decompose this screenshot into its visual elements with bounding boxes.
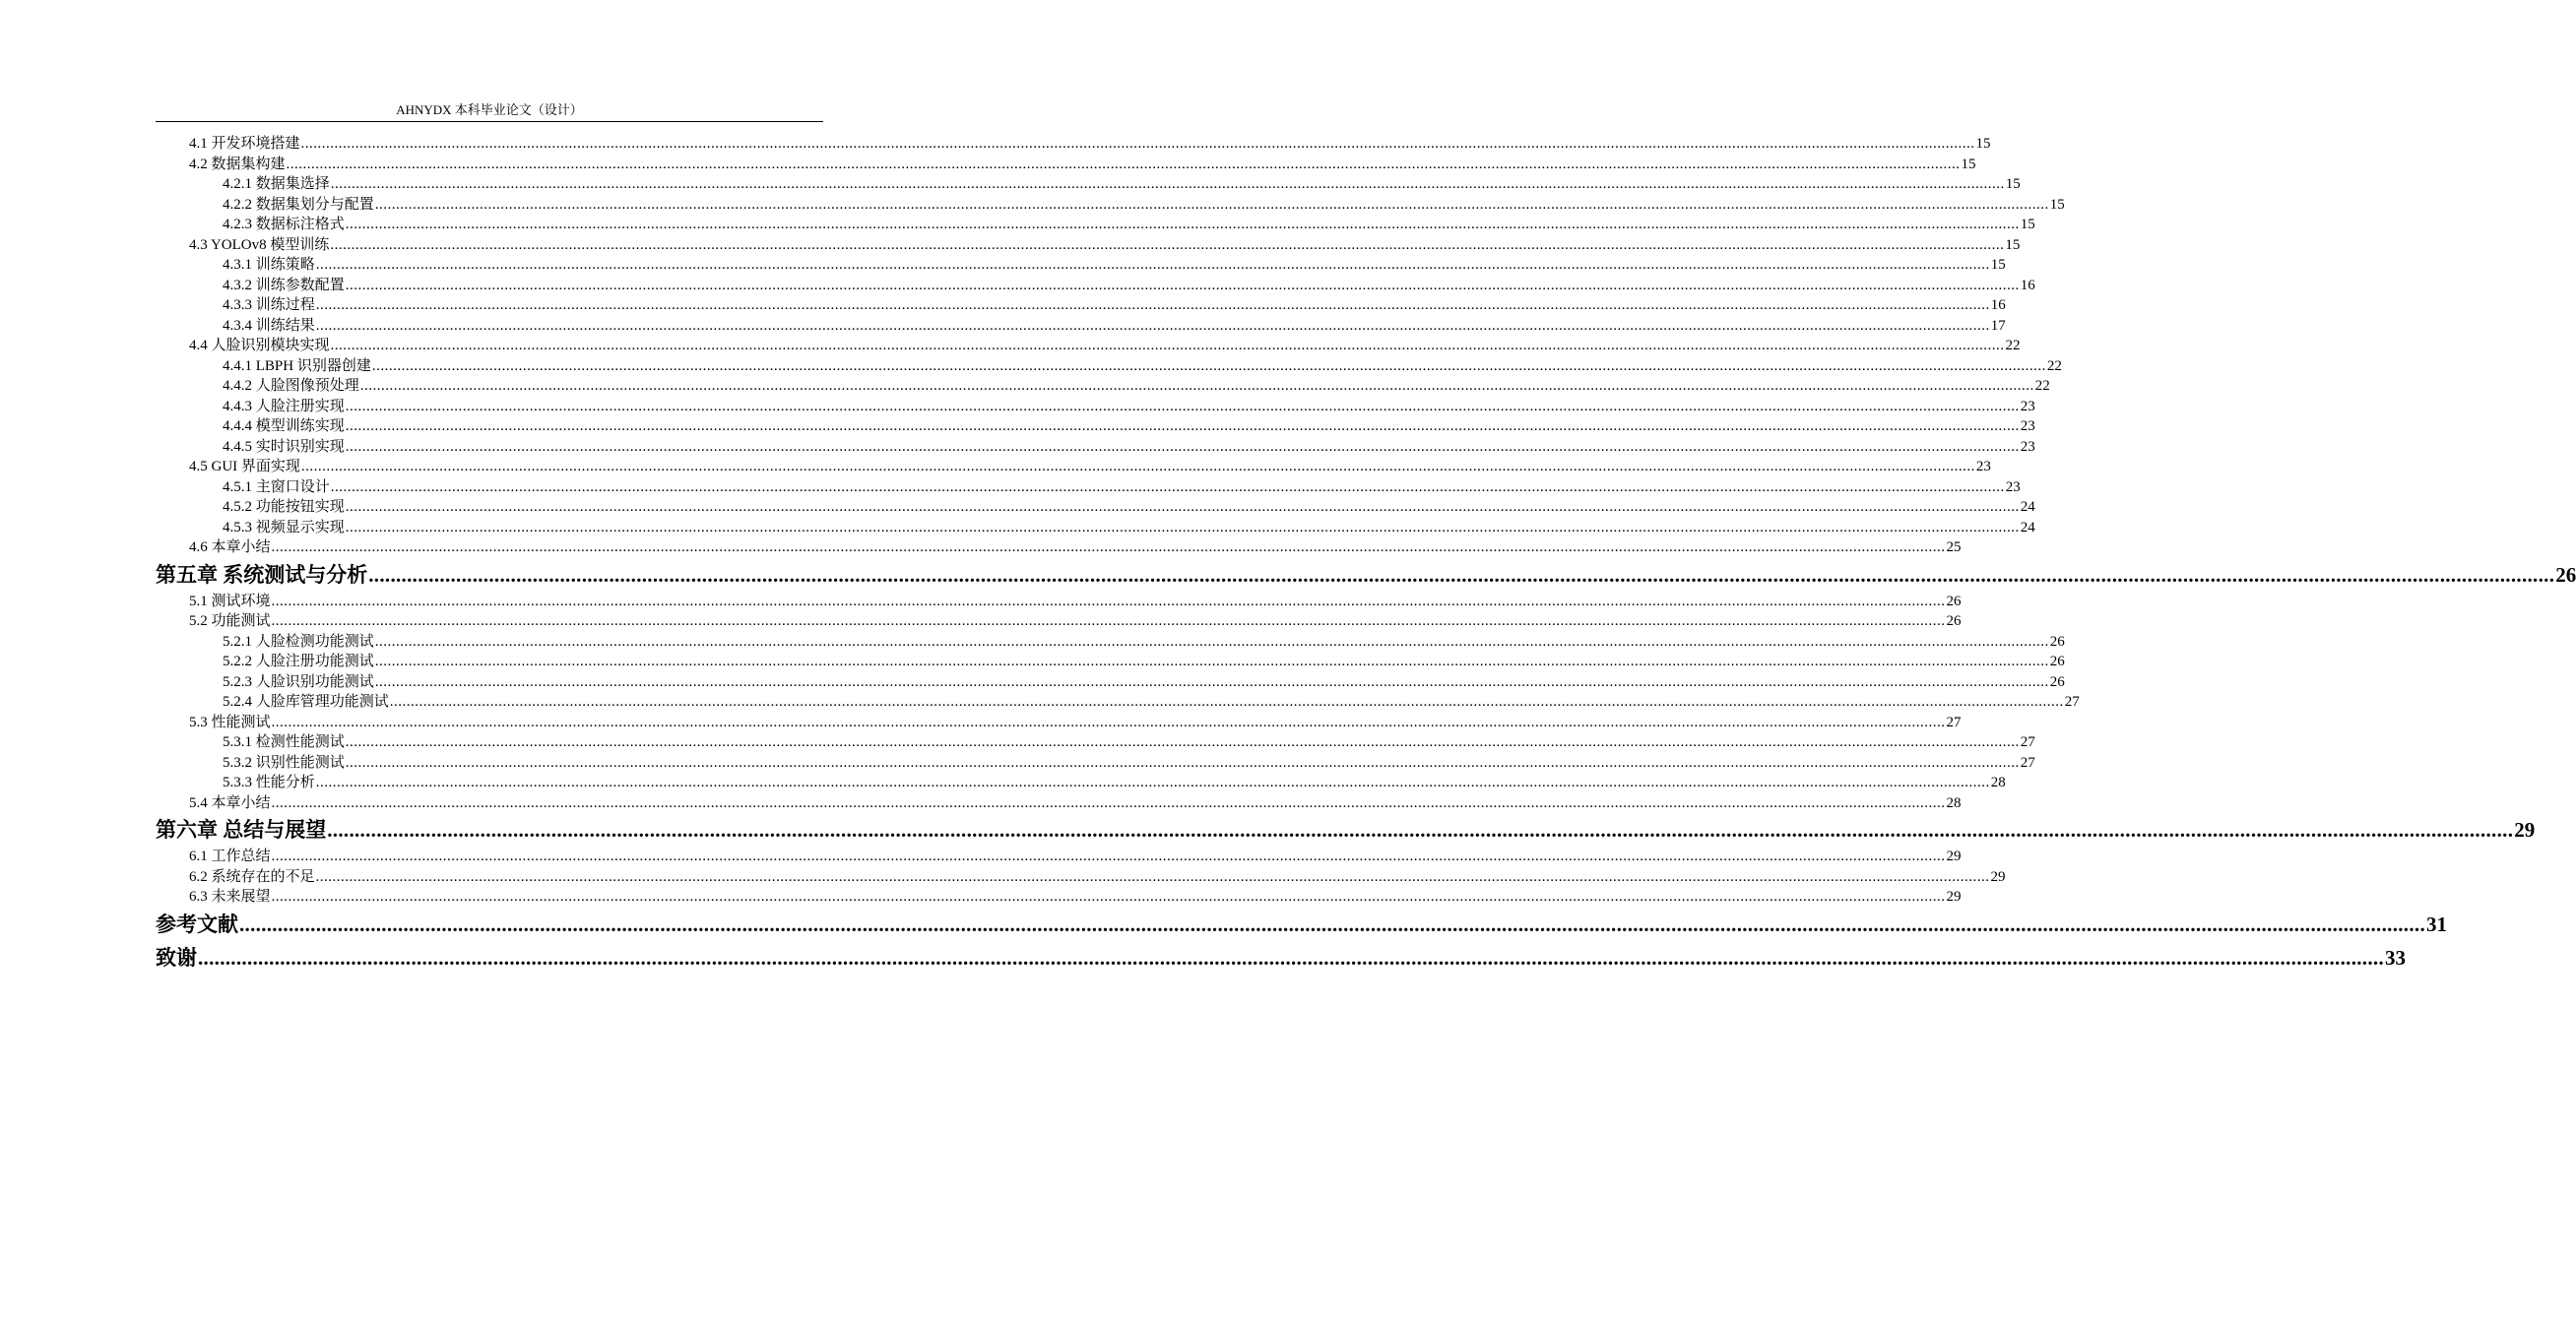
toc-entry-title: 5.2.4 人脸库管理功能测试 <box>223 694 389 710</box>
toc-entry-page-number: 24 <box>2020 499 2035 515</box>
toc-entry-title: 4.2.1 数据集选择 <box>223 176 330 192</box>
dot-leader: ................................................................................................................................................................................................................................................................................................................................................................................................................ <box>374 673 2049 690</box>
dot-leader: ................................................................................................................................................................................................................................................................................................................................................................................................................ <box>315 317 1990 334</box>
dot-leader: ................................................................................................................................................................................................................................................................................................................................................................................................................ <box>271 849 1946 864</box>
toc-entry-page-number: 26 <box>1946 613 1962 629</box>
toc-entry-page-number: 16 <box>2020 277 2035 293</box>
toc-entry[interactable] <box>223 295 2006 316</box>
toc-entry-title: 第五章 系统测试与分析 <box>156 562 368 587</box>
toc-entry[interactable] <box>156 560 2576 590</box>
toc-entry[interactable] <box>189 235 2021 256</box>
toc-entry-title: 5.1 测试环境 <box>189 593 271 609</box>
dot-leader: ................................................................................................................................................................................................................................................................................................................................................................................................................ <box>330 176 2005 192</box>
dot-leader: ................................................................................................................................................................................................................................................................................................................................................................................................................ <box>374 633 2049 650</box>
toc-entry-title: 参考文献 <box>156 912 238 936</box>
toc-entry-title: 5.3 性能测试 <box>189 714 271 730</box>
dot-leader: ................................................................................................................................................................................................................................................................................................................................................................................................................ <box>345 754 2020 771</box>
dot-leader: ................................................................................................................................................................................................................................................................................................................................................................................................................ <box>345 398 2020 414</box>
toc-entry-page-number: 26 <box>1946 593 1962 609</box>
toc-entry[interactable] <box>189 457 1991 477</box>
dot-leader: ................................................................................................................................................................................................................................................................................................................................................................................................................ <box>345 734 2020 750</box>
dot-leader: ................................................................................................................................................................................................................................................................................................................................................................................................................ <box>374 654 2049 669</box>
toc-entry[interactable] <box>223 276 2035 296</box>
toc-entry-title: 4.4.1 LBPH 识别器创建 <box>223 357 371 374</box>
toc-entry-title: 4.5.1 主窗口设计 <box>223 478 330 495</box>
toc-entry-page-number: 28 <box>1946 794 1962 811</box>
toc-entry[interactable] <box>223 477 2021 498</box>
toc-entry-page-number: 26 <box>2555 562 2576 587</box>
toc-entry-page-number: 24 <box>2020 519 2035 536</box>
toc-entry[interactable] <box>189 592 1962 612</box>
toc-entry-page-number: 27 <box>2020 734 2035 750</box>
toc-entry[interactable] <box>189 336 2021 356</box>
toc-entry-title: 5.2.1 人脸检测功能测试 <box>223 633 374 650</box>
dot-leader: ................................................................................................................................................................................................................................................................................................................................................................................................................ <box>239 912 2425 936</box>
dot-leader: ................................................................................................................................................................................................................................................................................................................................................................................................................ <box>271 613 1946 629</box>
dot-leader: ................................................................................................................................................................................................................................................................................................................................................................................................................ <box>198 945 2384 970</box>
header-rule <box>156 121 823 122</box>
toc-entry-title: 4.5.2 功能按钮实现 <box>223 499 345 515</box>
toc-entry-page-number: 22 <box>2005 338 2021 353</box>
toc-entry-page-number: 28 <box>1990 775 2006 790</box>
dot-leader: ................................................................................................................................................................................................................................................................................................................................................................................................................ <box>315 297 1990 313</box>
dot-leader: ................................................................................................................................................................................................................................................................................................................................................................................................................ <box>330 236 2005 253</box>
toc-entry[interactable] <box>223 497 2035 518</box>
toc-entry[interactable] <box>189 155 1976 175</box>
toc-entry[interactable] <box>189 867 2006 888</box>
toc-entry-title: 4.3.4 训练结果 <box>223 317 315 334</box>
toc-entry-title: 4.2.2 数据集划分与配置 <box>223 196 374 213</box>
page-header: AHNYDX 本科毕业论文（设计） <box>396 102 583 117</box>
toc-entry[interactable] <box>189 611 1962 632</box>
toc-entry-title: 5.4 本章小结 <box>189 794 271 811</box>
toc-entry-page-number: 22 <box>2034 378 2050 394</box>
toc-entry[interactable] <box>223 437 2035 458</box>
toc-entry-title: 4.4.2 人脸图像预处理 <box>223 378 359 394</box>
toc-entry-title: 6.1 工作总结 <box>189 849 271 864</box>
dot-leader: ................................................................................................................................................................................................................................................................................................................................................................................................................ <box>300 136 1975 152</box>
toc-entry[interactable] <box>223 753 2035 774</box>
toc-entry-title: 4.2.3 数据标注格式 <box>223 217 345 232</box>
dot-leader: ................................................................................................................................................................................................................................................................................................................................................................................................................ <box>345 499 2020 515</box>
dot-leader: ................................................................................................................................................................................................................................................................................................................................................................................................................ <box>359 378 2034 394</box>
table-of-contents <box>0 134 2576 975</box>
toc-entry[interactable] <box>223 692 2080 713</box>
toc-entry-page-number: 15 <box>2005 176 2021 192</box>
toc-entry-title: 6.2 系统存在的不足 <box>189 868 315 885</box>
toc-entry[interactable] <box>189 887 1962 908</box>
toc-entry[interactable] <box>189 847 1962 867</box>
toc-entry-page-number: 26 <box>2049 654 2065 669</box>
toc-entry[interactable] <box>223 376 2050 397</box>
toc-entry[interactable] <box>223 316 2006 337</box>
toc-entry-title: 4.5.3 视频显示实现 <box>223 519 345 536</box>
dot-leader: ................................................................................................................................................................................................................................................................................................................................................................................................................ <box>271 539 1946 555</box>
toc-entry[interactable] <box>189 793 1962 814</box>
toc-entry-page-number: 15 <box>2005 236 2021 253</box>
toc-entry-title: 4.5 GUI 界面实现 <box>189 459 300 474</box>
toc-entry[interactable] <box>223 652 2065 672</box>
toc-entry[interactable] <box>189 537 1962 558</box>
toc-entry-title: 5.3.1 检测性能测试 <box>223 734 345 750</box>
toc-entry-page-number: 29 <box>1946 889 1962 905</box>
toc-entry-title: 4.4 人脸识别模块实现 <box>189 338 330 353</box>
toc-entry-page-number: 23 <box>2005 478 2021 495</box>
toc-entry-title: 5.2 功能测试 <box>189 613 271 629</box>
toc-entry-page-number: 15 <box>1961 156 1976 172</box>
toc-entry-page-number: 23 <box>1975 459 1991 474</box>
toc-entry[interactable] <box>223 255 2006 276</box>
dot-leader: ................................................................................................................................................................................................................................................................................................................................................................................................................ <box>286 156 1961 172</box>
dot-leader: ................................................................................................................................................................................................................................................................................................................................................................................................................ <box>330 338 2005 353</box>
toc-entry[interactable] <box>156 910 2447 939</box>
dot-leader: ................................................................................................................................................................................................................................................................................................................................................................................................................ <box>271 714 1946 730</box>
dot-leader: ................................................................................................................................................................................................................................................................................................................................................................................................................ <box>345 519 2020 536</box>
toc-entry-page-number: 26 <box>2049 673 2065 690</box>
toc-entry-title: 4.4.3 人脸注册实现 <box>223 398 345 414</box>
toc-entry-page-number: 22 <box>2046 357 2062 374</box>
dot-leader: ................................................................................................................................................................................................................................................................................................................................................................................................................ <box>300 459 1975 474</box>
toc-entry-page-number: 15 <box>2020 217 2035 232</box>
toc-entry-page-number: 23 <box>2020 438 2035 455</box>
toc-entry-page-number: 23 <box>2020 398 2035 414</box>
toc-entry-title: 致谢 <box>156 945 197 970</box>
toc-entry-title: 4.4.5 实时识别实现 <box>223 438 345 455</box>
dot-leader: ................................................................................................................................................................................................................................................................................................................................................................................................................ <box>271 889 1946 905</box>
dot-leader: ................................................................................................................................................................................................................................................................................................................................................................................................................ <box>368 562 2555 587</box>
toc-entry-page-number: 23 <box>2020 418 2035 434</box>
toc-entry[interactable] <box>223 356 2062 377</box>
toc-entry-title: 4.2 数据集构建 <box>189 156 286 172</box>
dot-leader: ................................................................................................................................................................................................................................................................................................................................................................................................................ <box>315 868 1990 885</box>
toc-entry[interactable] <box>189 713 1962 733</box>
dot-leader: ................................................................................................................................................................................................................................................................................................................................................................................................................ <box>330 478 2005 495</box>
toc-entry-page-number: 29 <box>2514 818 2536 842</box>
dot-leader: ................................................................................................................................................................................................................................................................................................................................................................................................................ <box>389 694 2064 710</box>
dot-leader: ................................................................................................................................................................................................................................................................................................................................................................................................................ <box>327 818 2514 842</box>
toc-entry-page-number: 15 <box>2049 196 2065 213</box>
toc-entry[interactable] <box>189 134 1991 155</box>
toc-entry-page-number: 15 <box>1990 257 2006 273</box>
toc-entry-title: 4.4.4 模型训练实现 <box>223 418 345 434</box>
toc-entry[interactable] <box>223 416 2035 437</box>
toc-entry[interactable] <box>223 195 2065 216</box>
toc-entry-title: 4.3 YOLOv8 模型训练 <box>189 236 330 253</box>
toc-entry-page-number: 15 <box>1975 136 1991 152</box>
toc-entry[interactable] <box>223 732 2035 753</box>
toc-entry-title: 4.3.1 训练策略 <box>223 257 315 273</box>
toc-entry[interactable] <box>223 672 2065 693</box>
toc-entry-title: 5.3.3 性能分析 <box>223 775 315 790</box>
dot-leader: ................................................................................................................................................................................................................................................................................................................................................................................................................ <box>315 257 1990 273</box>
toc-entry-page-number: 27 <box>2064 694 2080 710</box>
toc-entry[interactable] <box>223 174 2021 195</box>
toc-entry-title: 4.1 开发环境搭建 <box>189 136 300 152</box>
toc-entry-page-number: 27 <box>2020 754 2035 771</box>
dot-leader: ................................................................................................................................................................................................................................................................................................................................................................................................................ <box>374 196 2049 213</box>
toc-entry-page-number: 29 <box>1990 868 2006 885</box>
toc-entry[interactable] <box>156 815 2536 845</box>
toc-entry-page-number: 27 <box>1946 714 1962 730</box>
toc-entry[interactable] <box>223 773 2006 793</box>
toc-entry[interactable] <box>223 518 2035 538</box>
dot-leader: ................................................................................................................................................................................................................................................................................................................................................................................................................ <box>271 593 1946 609</box>
dot-leader: ................................................................................................................................................................................................................................................................................................................................................................................................................ <box>315 775 1990 790</box>
toc-entry-title: 4.3.2 训练参数配置 <box>223 277 345 293</box>
toc-entry-page-number: 25 <box>1946 539 1962 555</box>
toc-entry-page-number: 16 <box>1990 297 2006 313</box>
toc-entry-title: 4.3.3 训练过程 <box>223 297 315 313</box>
toc-entry-title: 5.3.2 识别性能测试 <box>223 754 345 771</box>
toc-entry-title: 5.2.2 人脸注册功能测试 <box>223 654 374 669</box>
toc-entry[interactable] <box>223 397 2035 417</box>
dot-leader: ................................................................................................................................................................................................................................................................................................................................................................................................................ <box>345 277 2020 293</box>
toc-entry[interactable] <box>223 632 2065 653</box>
toc-entry-title: 第六章 总结与展望 <box>156 818 327 842</box>
toc-entry[interactable] <box>223 215 2035 235</box>
toc-entry[interactable] <box>156 943 2406 973</box>
dot-leader: ................................................................................................................................................................................................................................................................................................................................................................................................................ <box>345 438 2020 455</box>
toc-entry-title: 5.2.3 人脸识别功能测试 <box>223 673 374 690</box>
dot-leader: ................................................................................................................................................................................................................................................................................................................................................................................................................ <box>271 794 1946 811</box>
toc-entry-page-number: 31 <box>2426 912 2447 936</box>
toc-entry-page-number: 26 <box>2049 633 2065 650</box>
toc-entry-title: 4.6 本章小结 <box>189 539 271 555</box>
toc-entry-title: 6.3 未来展望 <box>189 889 271 905</box>
toc-entry-page-number: 33 <box>2385 945 2406 970</box>
toc-entry-page-number: 17 <box>1990 317 2006 334</box>
dot-leader: ................................................................................................................................................................................................................................................................................................................................................................................................................ <box>371 357 2046 374</box>
dot-leader: ................................................................................................................................................................................................................................................................................................................................................................................................................ <box>345 217 2020 232</box>
toc-entry-page-number: 29 <box>1946 849 1962 864</box>
dot-leader: ................................................................................................................................................................................................................................................................................................................................................................................................................ <box>345 418 2020 434</box>
